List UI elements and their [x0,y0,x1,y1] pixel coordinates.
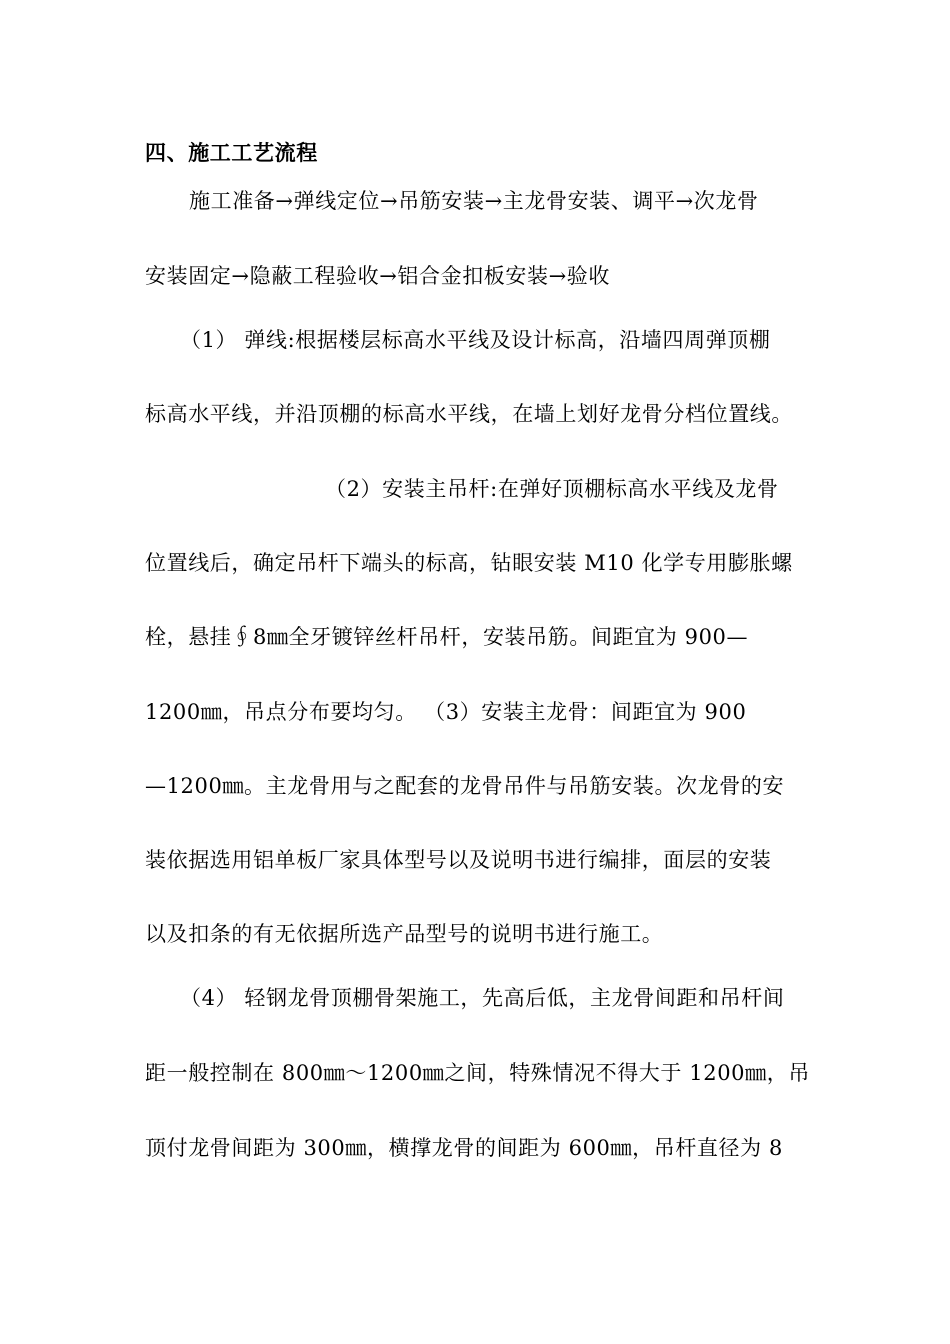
paragraph-line-14: 顶付龙骨间距为 300㎜，横撑龙骨的间距为 600㎜，吊杆直径为 8 [145,1136,783,1160]
paragraph-line-13: 距一般控制在 800㎜～1200㎜之间，特殊情况不得大于 1200㎜，吊 [145,1061,810,1085]
paragraph-line-11: 以及扣条的有无依据所选产品型号的说明书进行施工。 [145,922,664,946]
paragraph-line-6: 位置线后，确定吊杆下端头的标高，钻眼安装 M10 化学专用膨胀螺 [145,551,793,575]
paragraph-line-5: （2）安装主吊杆:在弹好顶棚标高水平线及龙骨 [325,477,779,501]
paragraph-line-1: 施工准备→弹线定位→吊筋安装→主龙骨安装、调平→次龙骨 [189,189,759,213]
paragraph-line-10: 装依据选用铝单板厂家具体型号以及说明书进行编排，面层的安装 [145,848,772,872]
paragraph-line-4: 标高水平线，并沿顶棚的标高水平线，在墙上划好龙骨分档位置线。 [145,402,793,426]
paragraph-line-8: 1200㎜，吊点分布要均匀。 （3）安装主龙骨：间距宜为 900 [145,700,747,724]
paragraph-line-7: 栓，悬挂∮8㎜全牙镀锌丝杆吊杆，安装吊筋。间距宜为 900— [145,625,749,649]
section-heading: 四、施工工艺流程 [145,140,318,165]
paragraph-line-2: 安装固定→隐蔽工程验收→铝合金扣板安装→验收 [145,264,610,288]
paragraph-line-9: —1200㎜。主龙骨用与之配套的龙骨吊件与吊筋安装。次龙骨的安 [145,774,785,798]
paragraph-line-12: （4） 轻钢龙骨顶棚骨架施工，先高后低，主龙骨间距和吊杆间 [180,986,785,1010]
paragraph-line-3: （1） 弹线:根据楼层标高水平线及设计标高，沿墙四周弹顶棚 [180,328,771,352]
